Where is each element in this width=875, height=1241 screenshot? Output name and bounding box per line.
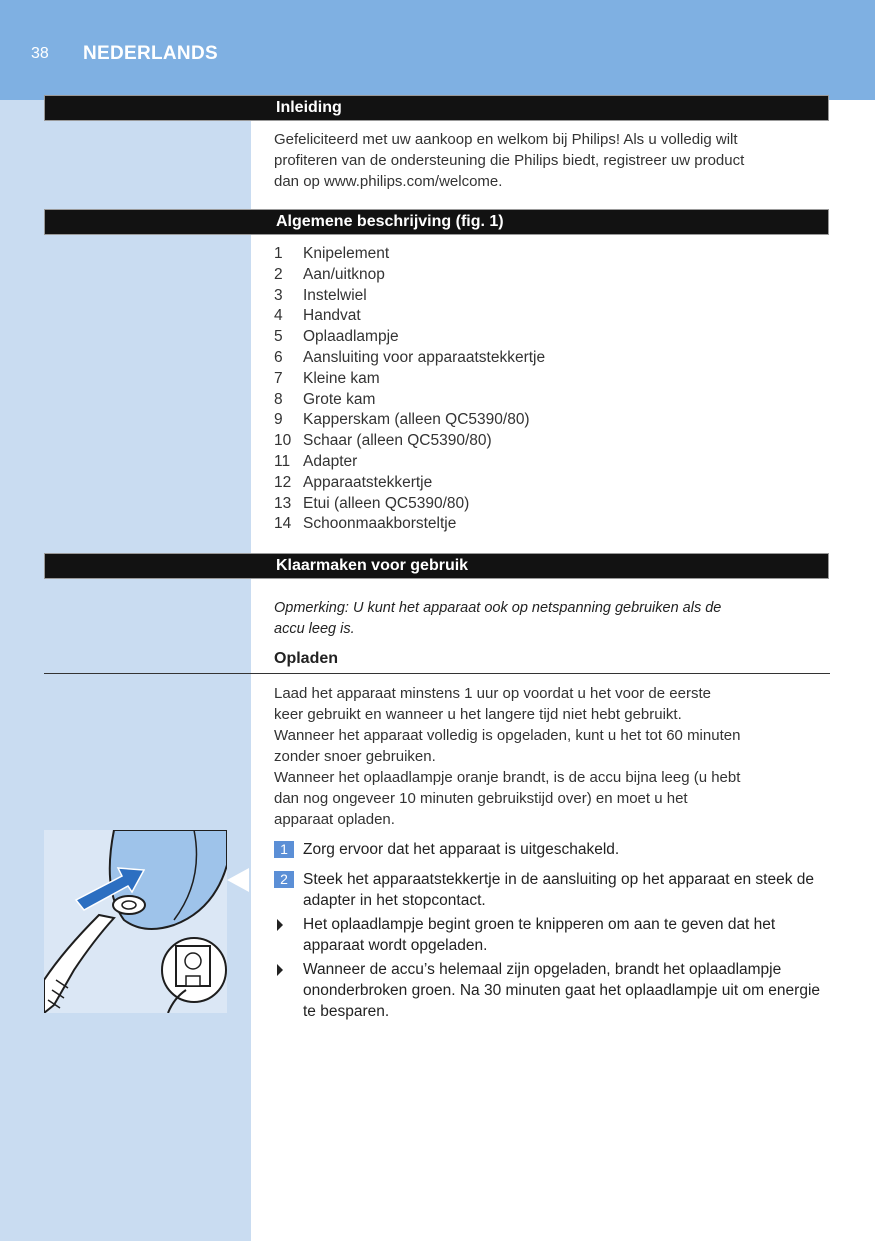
item-number: 12 <box>274 473 292 491</box>
list-item <box>274 306 545 327</box>
item-number: 8 <box>274 390 283 408</box>
charging-line: zonder snoer gebruiken. <box>274 748 436 765</box>
charging-line: Wanneer het oplaadlampje oranje brandt, is de accu bijna leeg (u hebt <box>274 769 741 786</box>
illustration-svg <box>44 830 227 1013</box>
step-item <box>274 869 834 911</box>
step-item <box>274 959 834 1022</box>
list-item <box>274 348 545 369</box>
item-number: 11 <box>274 452 291 470</box>
list-item <box>274 452 545 473</box>
step-item <box>274 839 834 860</box>
steps-list <box>274 839 834 1025</box>
charging-line: keer gebruikt en wanneer u het langere tijd niet hebt gebruikt. <box>274 706 682 723</box>
section-header-preparation <box>44 553 829 579</box>
item-label: Apparaatstekkertje <box>303 473 433 491</box>
charging-line: dan nog ongeveer 10 minuten gebruikstijd over) en moet u het <box>274 790 688 807</box>
charging-illustration <box>44 830 227 1013</box>
step-text: Zorg ervoor dat het apparaat is uitgeschakeld. <box>303 841 620 858</box>
intro-line: dan op www.philips.com/welcome. <box>274 173 503 190</box>
list-item <box>274 514 545 535</box>
list-item <box>274 410 545 431</box>
list-item <box>274 265 545 286</box>
step-text: Steek het apparaatstekkertje in de aansluiting op het apparaat en steek de adapter in het stopcontact. <box>303 871 814 909</box>
step-text: Het oplaadlampje begint groen te knipperen om aan te geven dat het apparaat wordt opgeladen. <box>303 916 776 954</box>
step-number-badge: 1 <box>274 841 294 858</box>
list-item <box>274 244 545 265</box>
item-label: Handvat <box>303 307 361 325</box>
item-label: Schaar (alleen QC5390/80) <box>303 432 492 450</box>
item-number: 13 <box>274 494 292 512</box>
list-item <box>274 473 545 494</box>
page-number: 38 <box>31 45 49 62</box>
item-label: Schoonmaakborsteltje <box>303 515 457 533</box>
section-title: Algemene beschrijving (fig. 1) <box>276 213 504 230</box>
charging-line: Laad het apparaat minstens 1 uur op voordat u het voor de eerste <box>274 685 711 702</box>
note-line: accu leeg is. <box>274 621 355 637</box>
item-number: 4 <box>274 307 283 325</box>
item-label: Aansluiting voor apparaatstekkertje <box>303 348 546 366</box>
step-marker <box>274 869 303 911</box>
step-number-badge: 2 <box>274 871 294 888</box>
item-number: 7 <box>274 369 283 387</box>
charging-line: Wanneer het apparaat volledig is opgeladen, kunt u het tot 60 minuten <box>274 727 741 744</box>
item-number: 14 <box>274 515 292 533</box>
item-label: Aan/uitknop <box>303 265 385 283</box>
list-item <box>274 286 545 307</box>
item-number: 3 <box>274 286 283 304</box>
adapter-body <box>186 976 200 986</box>
section-title: Klaarmaken voor gebruik <box>276 557 469 574</box>
plug-cable <box>44 915 114 1013</box>
step-text: Wanneer de accu’s helemaal zijn opgeladen, brandt het oplaadlampje ononderbroken groen. Na 30 minuten gaat het oplaadlampje uit om energie te besparen. <box>303 961 821 1020</box>
item-number: 10 <box>274 432 292 450</box>
parts-list <box>274 244 545 535</box>
intro-line: Gefeliciteerd met uw aankoop en welkom bij Philips! Als u volledig wilt <box>274 131 738 148</box>
item-label: Adapter <box>303 452 358 470</box>
item-number: 6 <box>274 348 283 366</box>
list-item <box>274 369 545 390</box>
note-line: Opmerking: U kunt het apparaat ook op netspanning gebruiken als de <box>274 600 722 616</box>
list-item <box>274 327 545 348</box>
step-marker <box>274 914 303 956</box>
item-label: Knipelement <box>303 245 390 262</box>
item-number: 5 <box>274 328 283 346</box>
item-label: Kapperskam (alleen QC5390/80) <box>303 411 530 429</box>
item-label: Grote kam <box>303 390 376 408</box>
item-label: Instelwiel <box>303 286 367 304</box>
left-column <box>0 100 251 1241</box>
divider <box>44 673 830 674</box>
item-label: Oplaadlampje <box>303 328 399 346</box>
charging-line: apparaat opladen. <box>274 811 395 828</box>
section-title: Inleiding <box>276 99 342 116</box>
section-header-description <box>44 209 829 235</box>
section-header-intro <box>44 95 829 121</box>
list-item <box>274 431 545 452</box>
bullet-icon <box>277 919 283 931</box>
note-paragraph <box>274 598 794 640</box>
step-marker <box>274 839 303 860</box>
bullet-icon <box>277 964 283 976</box>
subheading-charging: Opladen <box>274 650 339 667</box>
device-socket <box>113 896 145 914</box>
item-label: Etui (alleen QC5390/80) <box>303 494 470 512</box>
item-number: 9 <box>274 411 283 429</box>
charging-paragraph <box>274 683 740 830</box>
language-title: NEDERLANDS <box>83 43 218 64</box>
item-label: Kleine kam <box>303 369 380 387</box>
figure-pointer <box>227 868 249 892</box>
item-number: 2 <box>274 265 283 283</box>
step-marker <box>274 959 303 1022</box>
list-item <box>274 494 545 515</box>
step-item <box>274 914 834 956</box>
intro-paragraph <box>274 129 744 192</box>
intro-line: profiteren van de ondersteuning die Philips biedt, registreer uw product <box>274 152 745 169</box>
item-number: 1 <box>274 245 283 262</box>
list-item <box>274 390 545 411</box>
